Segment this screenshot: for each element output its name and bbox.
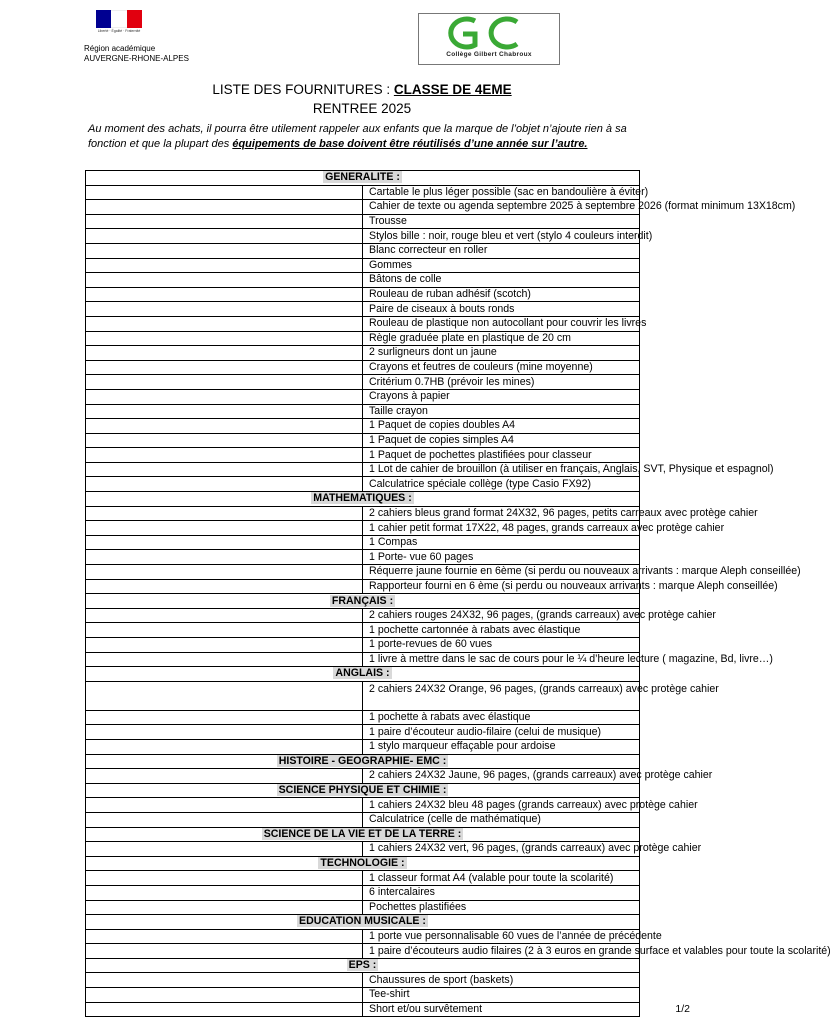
checkbox[interactable] [86,623,363,638]
list-item-row [86,929,640,944]
checkbox[interactable] [86,652,363,667]
list-item: 6 intercalaires [363,885,640,900]
list-item: 1 Lot de cahier de brouillon (à utiliser en français, Anglais, SVT, Physique et espagnol) [363,462,640,477]
list-item: 2 cahiers 24X32 Jaune, 96 pages, (grands carreaux) avec protège cahier [363,769,640,784]
page-subtitle: RENTREE 2025 [312,101,412,116]
list-item-row [86,375,640,390]
checkbox[interactable] [86,798,363,813]
checkbox[interactable] [86,988,363,1003]
checkbox[interactable] [86,243,363,258]
checkbox[interactable] [86,812,363,827]
checkbox[interactable] [86,725,363,740]
list-item-row [86,346,640,361]
list-item-row [86,433,640,448]
list-item-row [86,579,640,594]
list-item: 2 cahiers bleus grand format 24X32, 96 pages, petits carreaux avec protège cahier [363,506,640,521]
list-item: 1 cahier petit format 17X22, 48 pages, grands carreaux avec protège cahier [363,521,640,536]
checkbox[interactable] [86,419,363,434]
page-title [84,82,640,98]
gc-logo-icon [437,16,541,50]
list-item-row [86,214,640,229]
checkbox[interactable] [86,681,363,710]
section-title-cell [86,827,640,842]
list-item: Crayons à papier [363,389,640,404]
list-item: 1 pochette cartonnée à rabats avec élastique [363,623,640,638]
section-title: FRANÇAIS : [331,594,394,607]
list-item: 1 paire d’écouteur audio-filaire (celui de musique) [363,725,640,740]
section-title-cell [86,783,640,798]
intro-paragraph [88,122,644,153]
list-item: Calculatrice (celle de mathématique) [363,812,640,827]
checkbox[interactable] [86,535,363,550]
list-item-row [86,462,640,477]
marianne-motto: Liberté · Égalité · Fraternité [97,29,141,33]
list-item: Paire de ciseaux à bouts ronds [363,302,640,317]
list-item-row [86,535,640,550]
section-header-row [86,594,640,609]
checkbox[interactable] [86,273,363,288]
section-title-cell [86,171,640,186]
list-item: 1 Paquet de copies doubles A4 [363,419,640,434]
list-item-row [86,287,640,302]
list-item: Rapporteur fourni en 6 ème (si perdu ou nouveaux arrivants : marque Aleph conseillée) [363,579,640,594]
section-title: GENERALITE : [325,171,400,184]
checkbox[interactable] [86,302,363,317]
title-prefix: LISTE DES FOURNITURES : [212,82,394,97]
logo-caption: Collège Gilbert Chabroux [446,51,532,58]
list-item: Short et/ou survêtement [363,1002,640,1017]
section-header-row [86,827,640,842]
checkbox[interactable] [86,214,363,229]
list-item-row [86,710,640,725]
checkbox[interactable] [86,521,363,536]
region-header [84,10,224,64]
checkbox[interactable] [86,638,363,653]
list-item: Cahier de texte ou agenda septembre 2025 à septembre 2026 (format minimum 13X18cm) [363,200,640,215]
marianne-logo [96,10,142,42]
checkbox[interactable] [86,506,363,521]
checkbox[interactable] [86,404,363,419]
list-item-row [86,550,640,565]
region-line-1: Région académique [84,44,156,53]
section-header-row [86,492,640,507]
list-item: 2 cahiers rouges 24X32, 96 pages, (grands carreaux) avec protège cahier [363,608,640,623]
checkbox[interactable] [86,871,363,886]
checkbox[interactable] [86,608,363,623]
list-item-row [86,229,640,244]
list-item: Rouleau de plastique non autocollant pour couvrir les livres [363,316,640,331]
list-item: Chaussures de sport (baskets) [363,973,640,988]
list-item-row [86,506,640,521]
list-item-row [86,885,640,900]
list-item-row [86,944,640,959]
section-title-cell [86,958,640,973]
region-line-2: AUVERGNE-RHONE-ALPES [84,54,189,63]
list-item: 1 porte-revues de 60 vues [363,638,640,653]
checkbox[interactable] [86,579,363,594]
section-title: EPS : [348,959,377,972]
list-item-row [86,973,640,988]
section-header-row [86,754,640,769]
list-item-row [86,871,640,886]
list-item-row [86,521,640,536]
list-item-row [86,681,640,710]
checkbox[interactable] [86,433,363,448]
section-title: EDUCATION MUSICALE : [299,915,426,928]
section-header-row [86,958,640,973]
checkbox[interactable] [86,885,363,900]
list-item-row [86,477,640,492]
list-item: 1 livre à mettre dans le sac de cours pour le ¼ d’heure lecture ( magazine, Bd, livre…) [363,652,640,667]
list-item: Blanc correcteur en roller [363,243,640,258]
list-item-row [86,638,640,653]
list-item-row [86,200,640,215]
section-title-cell [86,667,640,682]
section-title-cell [86,492,640,507]
checkbox[interactable] [86,462,363,477]
list-item: 1 pochette à rabats avec élastique [363,710,640,725]
checkbox[interactable] [86,258,363,273]
section-title: SCIENCE PHYSIQUE ET CHIMIE : [278,784,447,797]
checkbox[interactable] [86,200,363,215]
list-item: Trousse [363,214,640,229]
list-item-row [86,988,640,1003]
section-title-cell [86,594,640,609]
list-item: Critérium 0.7HB (prévoir les mines) [363,375,640,390]
list-item: 1 Compas [363,535,640,550]
list-item-row [86,565,640,580]
checkbox[interactable] [86,331,363,346]
checkbox[interactable] [86,739,363,754]
list-item-row [86,725,640,740]
section-title: SCIENCE DE LA VIE ET DE LA TERRE : [263,827,462,840]
list-item-row [86,258,640,273]
checkbox[interactable] [86,477,363,492]
section-header-row [86,915,640,930]
list-item-row [86,360,640,375]
list-item: Taille crayon [363,404,640,419]
list-item-row [86,652,640,667]
college-logo [418,13,560,65]
section-title-cell [86,856,640,871]
list-item-row [86,1002,640,1017]
section-title-cell [86,754,640,769]
checkbox[interactable] [86,973,363,988]
checkbox[interactable] [86,944,363,959]
list-item-row [86,798,640,813]
section-title: MATHEMATIQUES : [313,492,412,505]
intro-emphasis: équipements de base doivent être réutilisés d’une année sur l’autre. [232,138,588,151]
list-item: 2 cahiers 24X32 Orange, 96 pages, (grands carreaux) avec protège cahier [363,681,640,710]
checkbox[interactable] [86,710,363,725]
list-item-row [86,404,640,419]
list-item: Bâtons de colle [363,273,640,288]
list-item-row [86,316,640,331]
checkbox[interactable] [86,287,363,302]
checkbox[interactable] [86,842,363,857]
list-item: Calculatrice spéciale collège (type Casio FX92) [363,477,640,492]
checkbox[interactable] [86,900,363,915]
checkbox[interactable] [86,346,363,361]
list-item-row [86,448,640,463]
list-item: 2 surligneurs dont un jaune [363,346,640,361]
list-item: 1 Paquet de copies simples A4 [363,433,640,448]
list-item: 1 classeur format A4 (valable pour toute la scolarité) [363,871,640,886]
list-item-row [86,739,640,754]
list-item: 1 Paquet de pochettes plastifiées pour classeur [363,448,640,463]
tricolor-flag-icon [96,10,142,28]
list-item: 1 porte vue personnalisable 60 vues de l’année de précédente [363,929,640,944]
checkbox[interactable] [86,185,363,200]
list-item: Stylos bille : noir, rouge bleu et vert (stylo 4 couleurs interdit) [363,229,640,244]
checkbox[interactable] [86,375,363,390]
list-item-row [86,331,640,346]
checkbox[interactable] [86,929,363,944]
section-header-row [86,171,640,186]
list-item-row [86,419,640,434]
list-item: 1 cahiers 24X32 bleu 48 pages (grands carreaux) avec protège cahier [363,798,640,813]
list-item: 1 Porte- vue 60 pages [363,550,640,565]
list-item-row [86,608,640,623]
page-number: 1/2 [675,1003,690,1015]
section-title: ANGLAIS : [335,667,390,680]
section-title-cell [86,915,640,930]
list-item: Tee-shirt [363,988,640,1003]
section-title: TECHNOLOGIE : [320,857,405,870]
checkbox[interactable] [86,229,363,244]
list-item: 1 cahiers 24X32 vert, 96 pages, (grands carreaux) avec protège cahier [363,842,640,857]
list-item-row [86,302,640,317]
list-item-row [86,243,640,258]
checkbox[interactable] [86,389,363,404]
list-item-row [86,389,640,404]
list-item: 1 paire d’écouteurs audio filaires (2 à 3 euros en grande surface et valables pour toute la scolarité) [363,944,640,959]
intro-text: Au moment des achats, il pourra être utilement rappeler aux enfants que la marque de l’objet n’ajoute rien à sa fonction et que la plupart des [88,123,627,151]
list-item: Crayons et feutres de couleurs (mine moyenne) [363,360,640,375]
list-item: Pochettes plastifiées [363,900,640,915]
list-item-row [86,769,640,784]
list-item: Réquerre jaune fournie en 6ème (si perdu ou nouveaux arrivants : marque Aleph conseillée) [363,565,640,580]
section-header-row [86,667,640,682]
checkbox[interactable] [86,550,363,565]
list-item: Règle graduée plate en plastique de 20 cm [363,331,640,346]
list-item-row [86,812,640,827]
checkbox[interactable] [86,316,363,331]
checkbox[interactable] [86,1002,363,1017]
list-item-row [86,185,640,200]
checkbox[interactable] [86,565,363,580]
list-item: Gommes [363,258,640,273]
list-item: 1 stylo marqueur effaçable pour ardoise [363,739,640,754]
section-header-row [86,856,640,871]
checkbox[interactable] [86,448,363,463]
section-title: HISTOIRE - GEOGRAPHIE- EMC : [278,754,447,767]
checkbox[interactable] [86,769,363,784]
list-item: Rouleau de ruban adhésif (scotch) [363,287,640,302]
list-item-row [86,273,640,288]
list-item: Cartable le plus léger possible (sac en bandoulière à éviter) [363,185,640,200]
section-header-row [86,783,640,798]
list-item-row [86,842,640,857]
checkbox[interactable] [86,360,363,375]
list-item-row [86,900,640,915]
list-item-row [86,623,640,638]
title-class: CLASSE DE 4EME [393,82,512,97]
